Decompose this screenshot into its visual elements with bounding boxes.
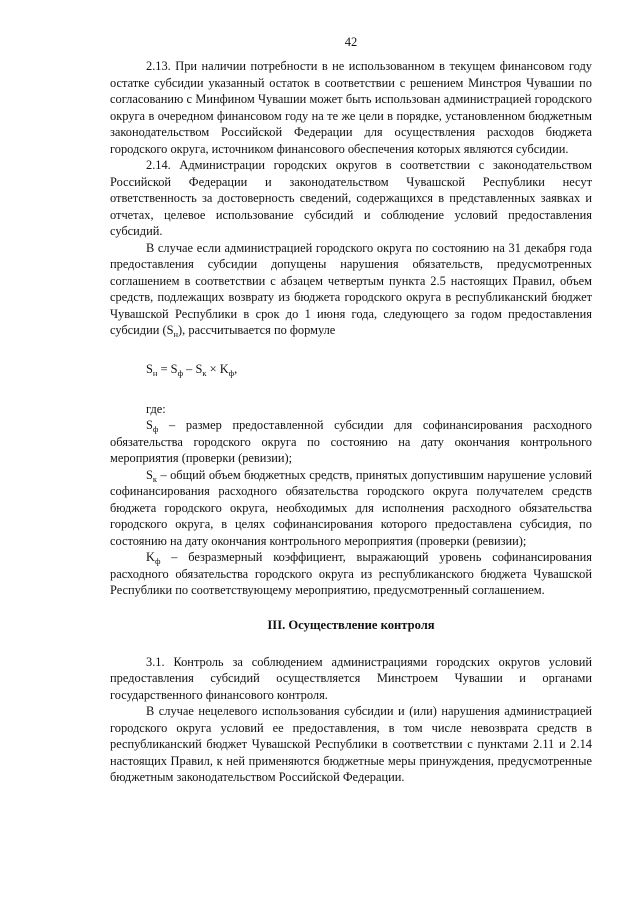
formula: [146, 361, 592, 377]
definition-sf: [110, 417, 592, 467]
formula-c: K: [219, 361, 229, 376]
def-sf-text: – размер предоставленной субсидии для софинансирования расходного обязательства городского округа по состоянию на дату окончания контрольного мероприятия (проверки (ревизии);: [110, 418, 592, 465]
formula-c-sub: ф: [228, 367, 235, 378]
def-sf-symbol: S: [146, 418, 153, 432]
formula-a: S: [170, 361, 178, 376]
section-heading: III. Осуществление контроля: [267, 617, 435, 632]
formula-minus: –: [183, 361, 196, 376]
where-label: где:: [146, 401, 166, 416]
formula-b: S: [195, 361, 203, 376]
formula-end: ,: [234, 361, 238, 376]
formula-lhs-sub: н: [152, 367, 158, 378]
def-sk-sub: к: [152, 473, 158, 484]
def-sk-symbol: S: [146, 467, 153, 482]
return-subscript: н: [173, 329, 179, 339]
formula-a-sub: ф: [177, 367, 184, 378]
definition-sk: [110, 467, 592, 550]
formula-eq: =: [157, 361, 171, 376]
paragraph-return-conditions: [110, 240, 592, 339]
definition-kf: [110, 549, 592, 599]
formula-b-sub: к: [202, 367, 207, 378]
page-number: 42: [344, 35, 358, 49]
def-kf-text: – безразмерный коэффициент, выражающий уровень софинансирования расходного обязательства городского округа из республиканского бюджета Чувашской Республики по соответствующему мероприятию, предусмотренный соглашением.: [110, 550, 592, 597]
paragraph-2-13: 2.13. При наличии потребности в не использованном в текущем финансовом году остатке субсидии указанный остаток в соответствии с решением Минстроя Чувашии по согласованию с Минфином Чувашии может быть использован администрацией городского округа в очередном финансовом году на те же цели в порядке, установленном бюджетным законодательством Российской Федерации для осуществления расходов бюджета городского округа, источником финансового обеспечения которых являются субсидии.: [110, 59, 592, 156]
return-text: В случае если администрацией городского округа по состоянию на 31 декабря года предоставления субсидии допущены нарушения обязательств, предусмотренных соглашением в соответствии с абзацем четвертым пункта 2.5 настоящих Правил, объем средств, подлежащих возврату из бюджета городского округа в республиканский бюджет Чувашской Республики в срок до 1 июня года, следующего за годом предоставления субсидии (S: [110, 240, 592, 337]
def-kf-sub: ф: [154, 556, 161, 566]
paragraph-3-1: 3.1. Контроль за соблюдением администрациями городских округов условий предоставления субсидий осуществляется Минстроем Чувашии и органами государственного финансового контроля.: [110, 654, 592, 702]
paragraph-misuse: В случае нецелевого использования субсидии и (или) нарушения администрацией городского округа условий ее предоставления, в том числе невозврата средств в республиканский бюджет Чувашской Республики в соответствии с пунктами 2.11 и 2.14 настоящих Правил, к ней применяются бюджетные меры принуждения, предусмотренные бюджетным законодательством Российской Федерации.: [110, 704, 592, 784]
document-page: [110, 34, 592, 786]
paragraph-2-14: 2.14. Администрации городских округов в соответствии с законодательством Российской Федерации и законодательством Чувашской Республики несут ответственность за достоверность сведений, содержащихся в представленных заявках и отчетах, целевое использование субсидий и соблюдение условий предоставления субсидий.: [110, 158, 592, 238]
return-tail: ), рассчитывается по формуле: [178, 323, 336, 337]
formula-lhs: S: [146, 361, 153, 376]
def-sf-sub: ф: [152, 424, 159, 434]
def-sk-text: – общий объем бюджетных средств, принятых допустившим нарушение условий софинансирования расходного обязательства городского округа получателем средств бюджета городского округа, необходимых для исполнения расходного обязательства городского округа, в целях софинансирования которого предоставлена субсидия, по состоянию на дату окончания контрольного мероприятия (проверки (ревизии);: [110, 467, 592, 548]
def-kf-symbol: K: [146, 550, 155, 564]
formula-times: ×: [206, 361, 220, 376]
